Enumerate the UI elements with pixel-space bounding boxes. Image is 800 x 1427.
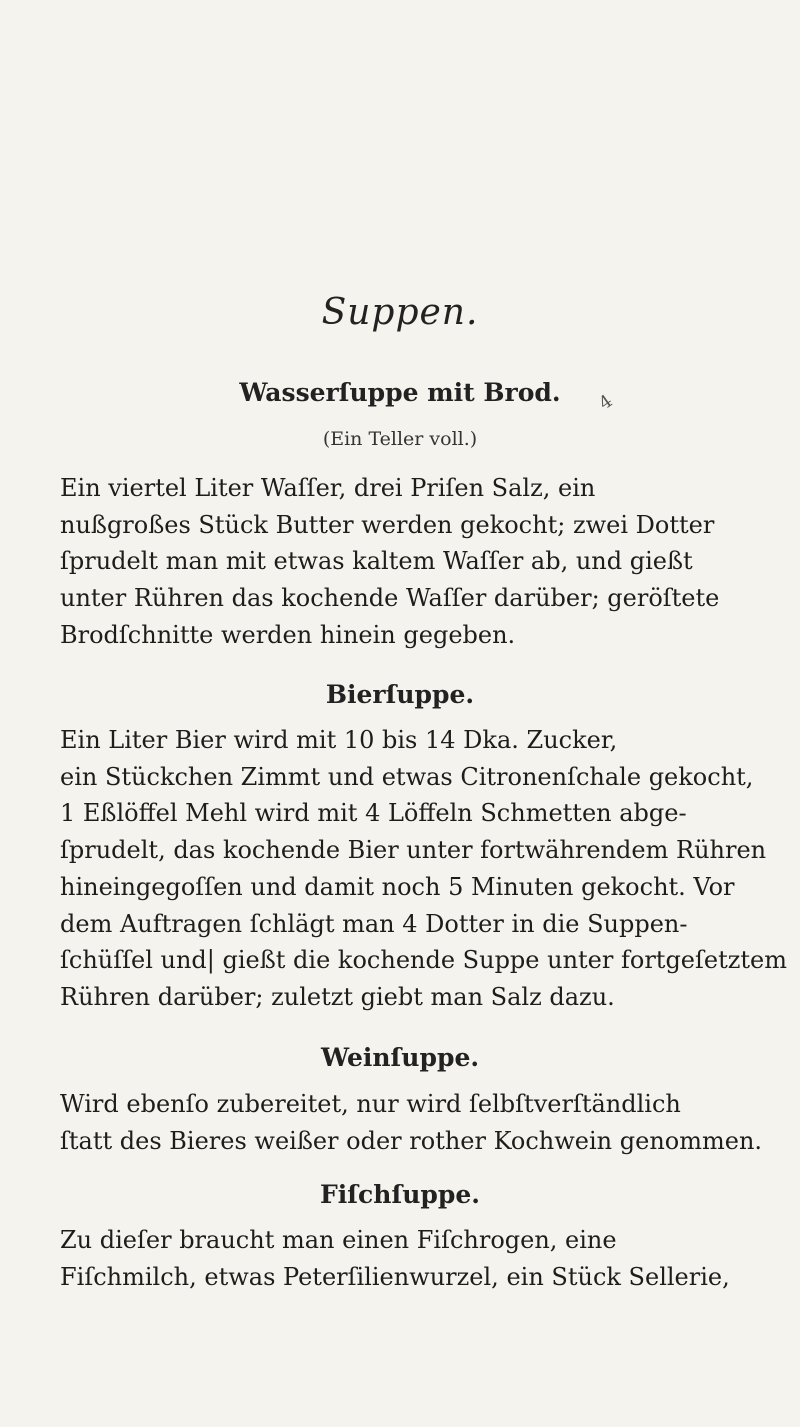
text-line: Wird ebenſo zubereitet, nur wird ſelbſtverſtändlich [60, 1090, 681, 1118]
text-line: unter Rühren das kochende Waſſer darüber; geröſtete [60, 584, 720, 613]
recipe-text-wasserſuppe [60, 470, 740, 654]
text-line: Ein Liter Bier wird mit 10 bis 14 Dka. Zucker, [60, 726, 618, 754]
text-line: ſprudelt man mit etwas kaltem Waſſer ab, und gießt [60, 547, 693, 576]
text-line: Ein viertel Liter Waſſer, drei Priſen Salz, ein [60, 474, 596, 502]
text-line: hineingegoſſen und damit noch 5 Minuten gekocht. Vor [60, 872, 735, 901]
pencil-mark: 4 [595, 390, 617, 415]
text-line: ſchüſſel und| gießt die kochende Suppe unter fortgeſetztem [60, 946, 787, 975]
chapter-title: Suppen. [321, 292, 479, 333]
text-line: Zu dieſer braucht man einen Fiſchrogen, eine [60, 1226, 617, 1254]
recipe-text-bierſuppe [60, 722, 787, 1016]
text-line: Brodſchnitte werden hinein gegeben. [60, 620, 516, 649]
text-line: Rühren darüber; zuletzt giebt man Salz dazu. [60, 982, 615, 1011]
text-line: Fiſchmilch, etwas Peterſilienwurzel, ein Stück Sellerie, [60, 1262, 730, 1291]
recipe-text-fiſchſuppe [60, 1222, 740, 1295]
text-line: dem Auftragen ſchlägt man 4 Dotter in die Suppen- [60, 909, 688, 938]
text-line: 1 Eßlöffel Mehl wird mit 4 Löffeln Schmetten abge- [60, 799, 687, 828]
recipe-title-weinſuppe: Weinſuppe. [320, 1043, 480, 1072]
text-line: ſtatt des Bieres weißer oder rother Kochwein genommen. [60, 1126, 763, 1155]
text-line: ein Stückchen Zimmt und etwas Citronenſchale gekocht, [60, 762, 754, 791]
recipe-subtitle: (Ein Teller voll.) [322, 428, 478, 450]
recipe-title-fiſchſuppe: Fiſchſuppe. [320, 1180, 480, 1209]
text-line: ſprudelt, das kochende Bier unter fortwährendem Rühren [60, 836, 767, 865]
recipe-title-bierſuppe: Bierſuppe. [325, 680, 475, 709]
recipe-text-weinſuppe [60, 1086, 763, 1159]
recipe-title-wasserſuppe: Wasserſuppe mit Brod. [239, 378, 561, 407]
text-line: nußgroßes Stück Butter werden gekocht; zwei Dotter [60, 510, 715, 539]
